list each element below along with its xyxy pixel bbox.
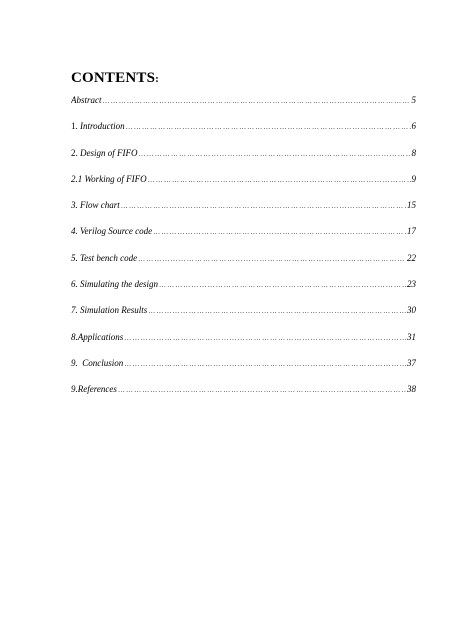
- toc-entry-label: [71, 121, 125, 131]
- toc-dot-leader: [148, 176, 411, 184]
- toc-entry-title: 5. Test bench code: [71, 252, 138, 263]
- toc-entry-references: [71, 384, 416, 410]
- toc-entry-label: [71, 305, 147, 315]
- contents-title: CONTENTS: [71, 70, 156, 86]
- toc-entry-label: [71, 358, 123, 368]
- toc-entry-page: 15: [407, 200, 416, 211]
- toc-entry-page: 6: [411, 121, 416, 132]
- table-of-contents: [71, 95, 416, 411]
- toc-entry-page: 38: [407, 384, 416, 395]
- toc-entry-title: 9. Conclusion: [71, 357, 124, 368]
- toc-entry-verilog-source-code: [71, 226, 416, 252]
- toc-entry-title: Abstract: [71, 95, 102, 105]
- toc-entry-simulating-the-design: [71, 279, 416, 305]
- toc-dot-leader: [124, 360, 406, 368]
- toc-entry-applications: [71, 332, 416, 358]
- toc-entry-page: 30: [407, 305, 416, 316]
- toc-entry-label: [71, 279, 158, 289]
- toc-entry-page: 22: [407, 252, 416, 263]
- toc-entry-title: Design of FIFO: [80, 147, 138, 158]
- toc-entry-conclusion: [71, 358, 416, 384]
- toc-entry-label: [71, 95, 102, 105]
- toc-entry-label: [71, 253, 137, 263]
- toc-entry-test-bench-code: [71, 253, 416, 279]
- toc-dot-leader: [159, 281, 406, 289]
- toc-entry-title: 4. Verilog Source code: [71, 226, 153, 237]
- toc-entry-number: 1.: [71, 121, 80, 132]
- toc-entry-introduction: [71, 121, 416, 147]
- toc-entry-working-of-fifo: [71, 174, 416, 200]
- toc-entry-label: [71, 148, 138, 158]
- toc-entry-abstract: [71, 95, 416, 121]
- toc-entry-page: 9: [411, 173, 416, 184]
- toc-entry-flow-chart: [71, 200, 416, 226]
- toc-entry-title: 9.References: [71, 384, 117, 395]
- toc-entry-title: Introduction: [80, 121, 125, 132]
- toc-entry-page: 37: [407, 357, 416, 368]
- toc-entry-label: [71, 226, 152, 236]
- toc-dot-leader: [121, 202, 406, 210]
- toc-dot-leader: [126, 123, 411, 131]
- toc-dot-leader: [148, 307, 406, 315]
- toc-entry-page: 31: [407, 331, 416, 342]
- toc-dot-leader: [153, 228, 406, 236]
- contents-heading: [71, 70, 159, 87]
- toc-entry-page: 8: [411, 147, 416, 158]
- toc-entry-page: 23: [407, 279, 416, 290]
- toc-entry-title: 2.1 Working of FIFO: [71, 173, 147, 184]
- toc-entry-label: [71, 384, 117, 394]
- toc-entry-number: 2.: [71, 147, 80, 158]
- contents-colon: :: [155, 73, 159, 85]
- toc-entry-page: 17: [407, 226, 416, 237]
- toc-dot-leader: [118, 386, 406, 394]
- toc-entry-label: [71, 174, 147, 184]
- toc-dot-leader: [138, 255, 406, 263]
- toc-entry-page: 5: [411, 95, 416, 105]
- toc-entry-title: 7. Simulation Results: [71, 305, 148, 316]
- toc-entry-title: 8.Applications: [71, 331, 124, 342]
- toc-dot-leader: [139, 150, 411, 158]
- toc-entry-label: [71, 200, 120, 210]
- toc-dot-leader: [103, 97, 411, 105]
- toc-entry-title: 6. Simulating the design: [71, 279, 158, 290]
- toc-dot-leader: [124, 334, 406, 342]
- toc-entry-title: 3. Flow chart: [71, 200, 120, 211]
- toc-entry-design-of-fifo: [71, 148, 416, 174]
- toc-entry-label: [71, 332, 123, 342]
- toc-entry-simulation-results: [71, 305, 416, 331]
